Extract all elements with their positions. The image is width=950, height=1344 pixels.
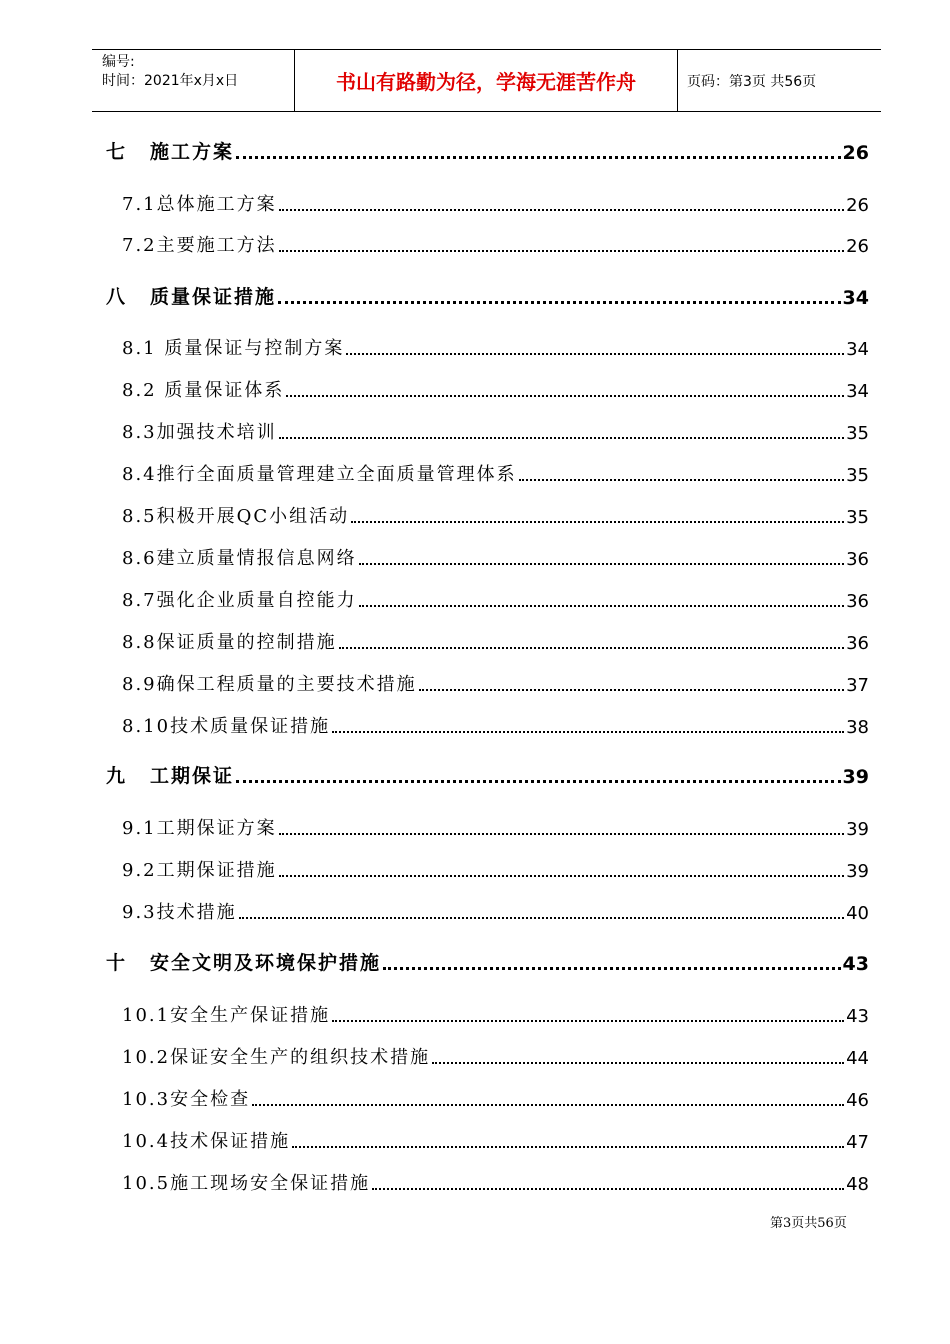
toc-section-entry[interactable] — [0, 227, 950, 257]
date-label: 时间：2021年x月x日 — [102, 73, 239, 89]
toc-section-entry[interactable] — [0, 330, 950, 360]
toc-dot-leader — [519, 479, 844, 481]
page-header — [92, 49, 881, 112]
toc-dot-leader — [279, 437, 844, 439]
toc-entry-title: 7.2主要施工方法 — [122, 235, 277, 256]
toc-dot-leader — [383, 967, 841, 970]
toc-dot-leader — [332, 1020, 844, 1022]
toc-page-number: 48 — [846, 1174, 869, 1195]
toc-page-number: 36 — [846, 633, 869, 654]
toc-entry-title: 8.5积极开展QC小组活动 — [122, 506, 350, 527]
toc-page-number: 39 — [842, 766, 869, 788]
toc-entry-title: 8.4推行全面质量管理建立全面质量管理体系 — [122, 464, 517, 485]
toc-entry-title: 8.6建立质量情报信息网络 — [122, 548, 357, 569]
toc-page-number: 35 — [846, 423, 869, 444]
toc-dot-leader — [359, 605, 844, 607]
toc-section-entry[interactable] — [0, 1039, 950, 1069]
toc-page-number: 36 — [846, 591, 869, 612]
toc-entry-title: 8.8保证质量的控制措施 — [122, 632, 337, 653]
toc-page-number: 38 — [846, 717, 869, 738]
toc-entry-title: 施工方案 — [150, 141, 235, 163]
footer-page-number: 第3页共56页 — [770, 1216, 847, 1231]
toc-entry-title: 8.9确保工程质量的主要技术措施 — [122, 674, 417, 695]
toc-chapter-number: 十 — [106, 952, 126, 974]
toc-page-number: 34 — [846, 339, 869, 360]
toc-section-entry[interactable] — [0, 186, 950, 216]
toc-entry-title: 8.2 质量保证体系 — [122, 380, 285, 401]
toc-page-number: 43 — [842, 953, 869, 975]
toc-entry-title: 8.10技术质量保证措施 — [122, 716, 331, 737]
toc-dot-leader — [278, 301, 841, 304]
toc-entry-title: 10.1安全生产保证措施 — [122, 1005, 331, 1026]
toc-section-entry[interactable] — [0, 810, 950, 840]
toc-dot-leader — [239, 917, 844, 919]
toc-entry-title: 10.3安全检查 — [122, 1089, 251, 1110]
toc-page-number: 44 — [846, 1048, 869, 1069]
toc-dot-leader — [236, 156, 841, 159]
toc-entry-title: 8.7强化企业质量自控能力 — [122, 590, 357, 611]
toc-dot-leader — [279, 833, 844, 835]
toc-page-number: 26 — [846, 195, 869, 216]
header-meta — [92, 50, 294, 111]
toc-chapter-entry[interactable] — [0, 279, 950, 309]
header-motto: 书山有路勤为径，学海无涯苦作舟 — [294, 50, 678, 111]
toc-dot-leader — [279, 209, 844, 211]
toc-page-number: 40 — [846, 903, 869, 924]
toc-page-number: 39 — [846, 861, 869, 882]
toc-section-entry[interactable] — [0, 997, 950, 1027]
toc-dot-leader — [432, 1062, 844, 1064]
toc-dot-leader — [351, 521, 844, 523]
toc-page-number: 46 — [846, 1090, 869, 1111]
toc-chapter-number: 九 — [106, 765, 126, 787]
toc-dot-leader — [372, 1188, 844, 1190]
toc-dot-leader — [252, 1104, 844, 1106]
toc-entry-title: 10.2保证安全生产的组织技术措施 — [122, 1047, 431, 1068]
toc-section-entry[interactable] — [0, 1123, 950, 1153]
toc-chapter-entry[interactable] — [0, 758, 950, 788]
toc-dot-leader — [286, 395, 844, 397]
toc-page-number: 37 — [846, 675, 869, 696]
toc-entry-title: 9.2工期保证措施 — [122, 860, 277, 881]
toc-entry-title: 质量保证措施 — [150, 286, 277, 308]
toc-section-entry[interactable] — [0, 1165, 950, 1195]
toc-chapter-entry[interactable] — [0, 134, 950, 164]
toc-section-entry[interactable] — [0, 852, 950, 882]
toc-entry-title: 9.3技术措施 — [122, 902, 237, 923]
toc-page-number: 34 — [846, 381, 869, 402]
header-page-number: 页码：第3页 共56页 — [687, 73, 817, 90]
toc-dot-leader — [279, 250, 844, 252]
toc-chapter-number: 八 — [106, 286, 126, 308]
toc-entry-title: 工期保证 — [150, 765, 235, 787]
toc-entry-title: 10.5施工现场安全保证措施 — [122, 1173, 371, 1194]
toc-entry-title: 8.1 质量保证与控制方案 — [122, 338, 345, 359]
toc-page-number: 26 — [842, 142, 869, 164]
toc-section-entry[interactable] — [0, 498, 950, 528]
toc-section-entry[interactable] — [0, 456, 950, 486]
toc-chapter-number: 七 — [106, 141, 126, 163]
toc-entry-title: 9.1工期保证方案 — [122, 818, 277, 839]
toc-page-number: 26 — [846, 236, 869, 257]
toc-dot-leader — [279, 875, 844, 877]
toc-section-entry[interactable] — [0, 372, 950, 402]
toc-section-entry[interactable] — [0, 1081, 950, 1111]
toc-section-entry[interactable] — [0, 414, 950, 444]
toc-section-entry[interactable] — [0, 624, 950, 654]
toc-page-number: 34 — [842, 287, 869, 309]
toc-chapter-entry[interactable] — [0, 945, 950, 975]
toc-section-entry[interactable] — [0, 666, 950, 696]
toc-dot-leader — [339, 647, 844, 649]
toc-entry-title: 7.1总体施工方案 — [122, 194, 277, 215]
toc-section-entry[interactable] — [0, 582, 950, 612]
toc-dot-leader — [236, 780, 841, 783]
toc-page-number: 43 — [846, 1006, 869, 1027]
toc-page-number: 35 — [846, 465, 869, 486]
toc-dot-leader — [332, 731, 844, 733]
toc-entry-title: 8.3加强技术培训 — [122, 422, 277, 443]
toc-entry-title: 10.4技术保证措施 — [122, 1131, 291, 1152]
toc-entry-title: 安全文明及环境保护措施 — [150, 952, 382, 974]
toc-dot-leader — [359, 563, 844, 565]
toc-section-entry[interactable] — [0, 708, 950, 738]
toc-page-number: 47 — [846, 1132, 869, 1153]
toc-dot-leader — [292, 1146, 844, 1148]
toc-page-number: 35 — [846, 507, 869, 528]
toc-dot-leader — [346, 353, 844, 355]
toc-section-entry[interactable] — [0, 894, 950, 924]
toc-page-number: 36 — [846, 549, 869, 570]
serial-number-label: 编号: — [102, 54, 135, 70]
toc-page-number: 39 — [846, 819, 869, 840]
toc-dot-leader — [419, 689, 844, 691]
toc-section-entry[interactable] — [0, 540, 950, 570]
